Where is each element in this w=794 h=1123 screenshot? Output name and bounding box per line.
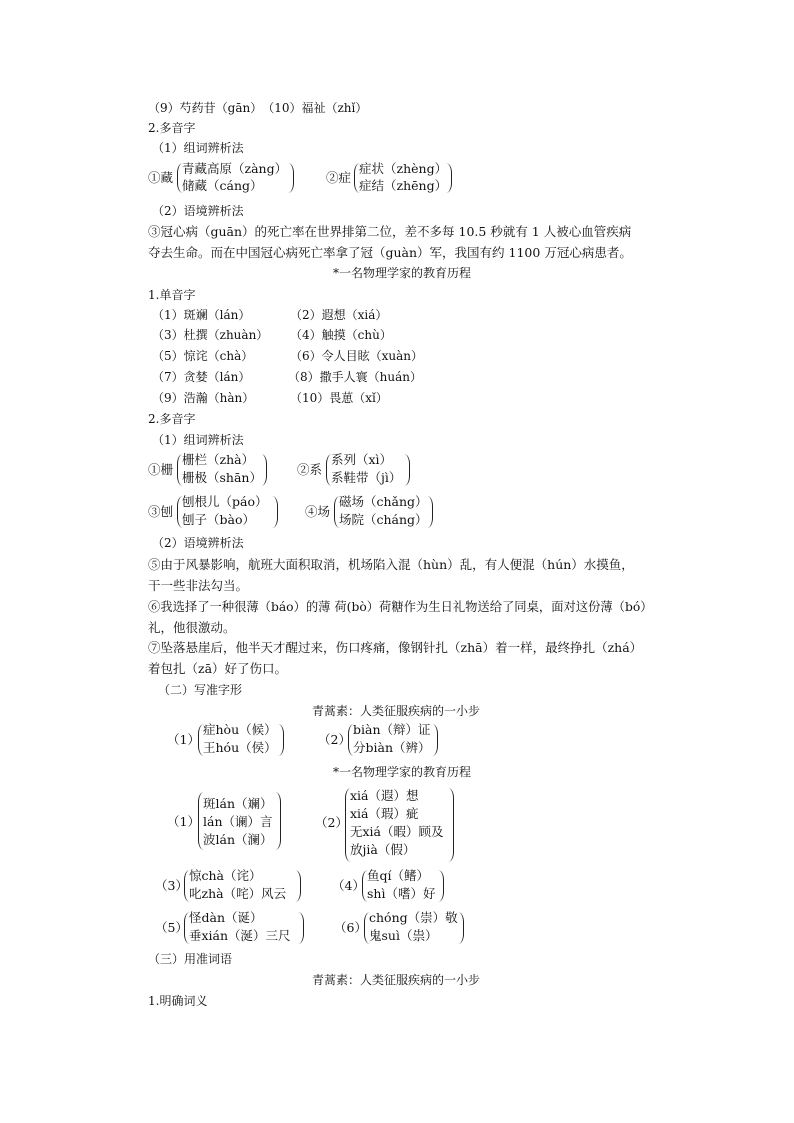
group-write-8 xyxy=(334,910,474,946)
group-cang xyxy=(148,161,308,195)
word-row: （6）令人目眩（xuàn） xyxy=(290,349,424,363)
heading-method-2: （2）语境辨析法 xyxy=(152,204,244,218)
group-item: 惊chà（诧） xyxy=(189,868,262,883)
section-title: *一名物理学家的教育历程 xyxy=(333,765,472,779)
right-brace xyxy=(448,788,454,862)
group-zha xyxy=(148,452,278,488)
group-label: （5） xyxy=(155,920,188,935)
right-brace xyxy=(427,496,433,528)
heading-polyphonic: 2.多音字 xyxy=(148,412,196,426)
group-item: 怪dàn（诞） xyxy=(189,910,263,925)
group-item: xiá（遐）想 xyxy=(350,788,419,803)
group-item: 无xiá（暇）顾及 xyxy=(350,824,444,839)
group-xi xyxy=(297,452,422,488)
group-label: （4） xyxy=(332,878,365,893)
group-write-4 xyxy=(315,786,460,864)
group-label: ①栅 xyxy=(148,462,174,477)
group-item: lán（谰）言 xyxy=(203,814,273,829)
group-label: （1） xyxy=(167,732,200,747)
group-item: 症hòu（候） xyxy=(203,722,277,737)
heading-method-2: （2）语境辨析法 xyxy=(152,536,244,550)
group-item: 储藏（cáng） xyxy=(182,178,263,193)
paragraph-7-line-1: ⑦坠落悬崖后，他半天才醒过来，伤口疼痛，像钢针扎（zhā）着一样，最终挣扎（zhá） xyxy=(148,640,643,655)
group-item: 鱼qí（鳍） xyxy=(367,868,429,883)
word-row: （4）触摸（chù） xyxy=(290,328,392,342)
word-row: （3）杜撰（zhuàn） xyxy=(152,328,269,342)
line-9-10: （9）芍药苷（gān） （10）福祉（zhǐ） xyxy=(148,101,368,115)
group-item: chóng（崇）敬 xyxy=(369,910,458,925)
group-label: ①藏 xyxy=(148,170,174,185)
heading-polyphonic: 2.多音字 xyxy=(148,121,196,135)
right-brace xyxy=(446,163,452,193)
paragraph-3-line-2: 夺去生命。而在中国冠心病死亡率拿了冠（guàn）军，我国有约 1100 万冠心病患者。 xyxy=(148,245,632,260)
right-brace xyxy=(404,454,410,486)
heading-method-1: （1）组词辨析法 xyxy=(152,141,244,155)
right-brace xyxy=(261,454,267,486)
group-zheng xyxy=(326,161,466,195)
right-brace xyxy=(275,792,281,850)
group-item: 分biàn（辨） xyxy=(353,740,431,755)
group-write-3 xyxy=(167,788,287,854)
group-label: （6） xyxy=(334,920,367,935)
group-item: 垂xián（涎）三尺 xyxy=(189,928,291,943)
section-title: 青蒿素：人类征服疾病的一小步 xyxy=(312,973,481,987)
paragraph-7-line-2: 着包扎（zā）好了伤口。 xyxy=(148,661,288,676)
group-label: （2） xyxy=(315,815,348,830)
section-title: 青蒿素：人类征服疾病的一小步 xyxy=(312,704,481,718)
group-write-5 xyxy=(155,868,305,904)
group-item: 系列（xì） xyxy=(331,452,393,467)
group-item: 刨根儿（páo） xyxy=(182,494,268,509)
section-title: *一名物理学家的教育历程 xyxy=(333,266,472,280)
group-item: 症结（zhēng） xyxy=(359,178,448,193)
paragraph-5-line-2: 干一些非法勾当。 xyxy=(148,578,249,593)
heading-word-meaning: 1.明确词义 xyxy=(148,994,208,1008)
group-item: 叱zhà（咤）风云 xyxy=(189,886,287,901)
group-item: 波lán（澜） xyxy=(203,832,273,847)
group-write-6 xyxy=(332,868,457,904)
group-item: 栅极（shān） xyxy=(182,470,262,485)
heading-monophonic: 1.单音字 xyxy=(148,288,196,302)
group-write-7 xyxy=(155,910,310,946)
group-label: （3） xyxy=(155,878,188,893)
group-label: ②系 xyxy=(297,462,323,477)
word-row: （9）浩瀚（hàn） xyxy=(152,391,255,405)
right-brace xyxy=(298,912,304,944)
paragraph-3-line-1: ③冠心病（guān）的死亡率在世界排第二位，差不多每 10.5 秒就有 1 人被心血管疾病 xyxy=(148,224,632,239)
paragraph-6-line-2: 礼，他很激动。 xyxy=(148,620,236,635)
group-item: 斑lán（斓） xyxy=(203,796,273,811)
right-brace xyxy=(432,724,438,756)
heading-use-words: （三）用准词语 xyxy=(148,952,233,966)
paragraph-5-line-1: ⑤由于风暴影响，航班大面积取消，机场陷入混（hùn）乱，有人便混（hún）水摸鱼， xyxy=(148,557,634,572)
group-item: biàn（辩）证 xyxy=(353,722,431,737)
group-pao xyxy=(148,494,288,530)
group-write-2 xyxy=(318,722,448,758)
group-label: ④场 xyxy=(305,504,331,519)
paragraph-6-line-1: ⑥我选择了一种很薄（báo）的薄 荷(bò）荷糖作为生日礼物送给了同桌，面对这份薄（bó） xyxy=(148,600,653,614)
right-brace xyxy=(288,163,294,193)
word-row: （8）撒手人寰（huán） xyxy=(288,370,422,384)
right-brace xyxy=(278,724,284,756)
word-row: （7）贪婪（lán） xyxy=(152,370,251,384)
word-row: （1）斑斓（lán） xyxy=(152,308,251,322)
group-item: 症状（zhèng） xyxy=(359,161,448,176)
group-write-1 xyxy=(167,722,297,758)
group-item: shì（嗜）好 xyxy=(367,886,436,901)
right-brace xyxy=(438,870,444,902)
group-label: ③刨 xyxy=(148,504,174,519)
group-label: （1） xyxy=(167,814,200,829)
group-chang xyxy=(305,494,440,530)
heading-method-1: （1）组词辨析法 xyxy=(152,433,244,447)
group-item: xiá（瑕）疵 xyxy=(350,806,419,821)
word-row: （2）遐想（xiá） xyxy=(290,308,388,322)
group-item: 磁场（chǎng） xyxy=(339,494,428,509)
group-label: ②症 xyxy=(326,170,352,185)
group-item: 王hóu（侯） xyxy=(203,740,277,755)
group-item: 刨子（bào） xyxy=(182,512,255,527)
group-item: 系鞋带（jì） xyxy=(331,470,402,485)
word-row: （10）畏葸（xǐ） xyxy=(290,391,388,405)
group-item: 鬼suì（祟） xyxy=(369,928,438,943)
right-brace xyxy=(272,496,278,528)
word-row: （5）惊诧（chà） xyxy=(152,349,254,363)
heading-write-characters: （二）写准字形 xyxy=(158,683,243,697)
right-brace xyxy=(295,870,301,902)
right-brace xyxy=(458,912,464,944)
group-item: 场院（cháng） xyxy=(339,512,428,527)
group-item: 栅栏（zhà） xyxy=(182,452,255,467)
group-item: 青藏高原（zàng） xyxy=(182,161,288,176)
group-item: 放jià（假） xyxy=(350,842,416,857)
group-label: （2） xyxy=(318,732,351,747)
